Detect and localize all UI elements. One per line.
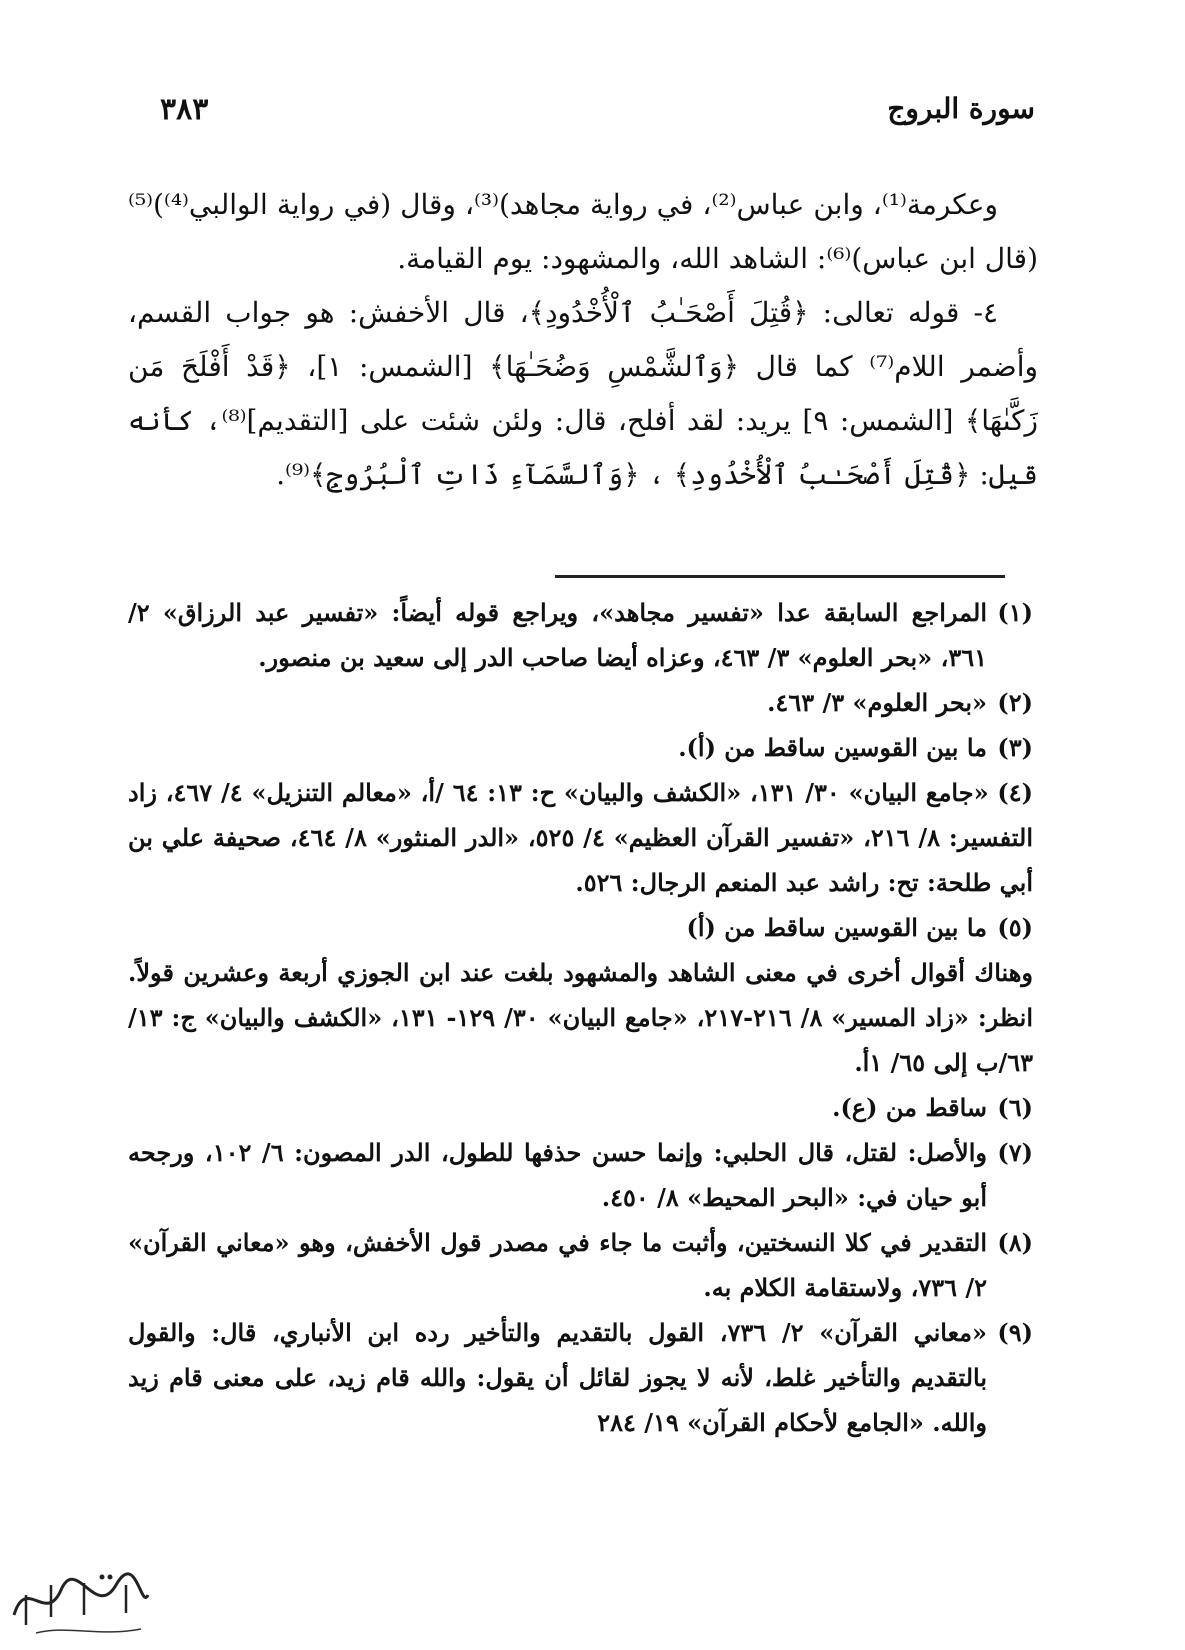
paragraph-2: ٤- قوله تعالى: ﴿قُتِلَ أَصْحَـٰبُ ٱلْأُخْدُودِ﴾، قال الأخفش: هو جواب القسم، وأضمر اللام⁽⁷⁾ كما قال ﴿وَٱلشَّمْسِ وَضُحَـٰهَا﴾ [الشمس: ١]، ﴿قَدْ أَفْلَحَ مَن زَكَّىٰهَا﴾ [الشمس: ٩] يريد: لقد أفلح، قال: ولئن شئت على [التقديم]⁽⁸⁾، كأنه قيل: ﴿قُتِلَ أَصْحَـٰبُ ٱلْأُخْدُودِ﴾ ، ﴿وَٱلسَّمَآءِ ذَاتِ ٱلْبُرُوجِ﴾⁽⁹⁾. — [128, 296, 1038, 491]
footnote-text: المراجع السابقة عدا «تفسير مجاهد»، ويراجع قوله أيضاً: «تفسير عبد الرزاق» ٢/ ٣٦١، «بحر العلوم» ٣/ ٤٦٣، وعزاه أيضا صاحب الدر إلى سعيد بن منصور. — [128, 598, 987, 672]
footnote-number: (٨) — [997, 1228, 1033, 1257]
footnote-7 — [128, 1130, 1033, 1220]
footnote-5 — [128, 905, 1033, 950]
footnote-3 — [128, 725, 1033, 770]
footnote-text: «معاني القرآن» ٢/ ٧٣٦، القول بالتقديم والتأخير رده ابن الأنباري، قال: والقول بالتقديم والتأخير غلط، لأنه لا يجوز لقائل أن يقول: والله قام زيد، على معنى قام زيد والله. «الجامع لأحكام القرآن» ١٩/ ٢٨٤ — [128, 1318, 987, 1437]
footnote-text: ما بين القوسين ساقط من (أ). — [678, 733, 987, 762]
footnote-number: (٢) — [997, 688, 1033, 717]
footnote-8 — [128, 1220, 1033, 1310]
footnote-separator — [555, 575, 1005, 578]
running-title: سورة البروج — [887, 92, 1035, 125]
main-text — [128, 178, 1038, 502]
footnote-5-continuation: وهناك أقوال أخرى في معنى الشاهد والمشهود بلغت عند ابن الجوزي أربعة وعشرين قولاً. انظر: «زاد المسير» ٨/ ٢١٦-٢١٧، «جامع البيان» ٣٠/ ١٢٩- ١٣١، «الكشف والبيان» ج: ١٣/ ٦٣/ب إلى ٦٥/ ١أ. — [128, 958, 1034, 1077]
footnotes — [128, 590, 1033, 1445]
footnote-number: (٦) — [997, 1093, 1033, 1122]
footnote-number: (٧) — [997, 1138, 1033, 1167]
footnote-text: «بحر العلوم» ٣/ ٤٦٣. — [767, 688, 987, 717]
footnote-text: ساقط من (ع). — [832, 1093, 987, 1122]
footnote-9 — [128, 1310, 1033, 1445]
footnote-4: (٤) «جامع البيان» ٣٠/ ١٣١، «الكشف والبيان» ح: ١٣: ٦٤ /أ، «معالم التنزيل» ٤/ ٤٦٧، زاد التفسير: ٨/ ٢١٦، «تفسير القرآن العظيم» ٤/ ٥٢٥، «الدر المنثور» ٨/ ٤٦٤، صحيفة علي بن أبي طلحة: تح: راشد عبد المنعم الرجال: ٥٢٦. — [128, 778, 1034, 897]
footnote-number: (٥) — [997, 913, 1033, 942]
footnote-number: (٣) — [997, 733, 1033, 762]
footnote-number: (٩) — [997, 1318, 1033, 1347]
footnote-text: ما بين القوسين ساقط من (أ) — [686, 913, 987, 942]
watermark-logo — [6, 1555, 156, 1645]
footnote-6 — [128, 1085, 1033, 1130]
footnote-number: (١) — [997, 598, 1033, 627]
paragraph-1: وعكرمة⁽¹⁾، وابن عباس⁽²⁾، في رواية مجاهد)⁽³⁾، وقال (في رواية الوالبي⁽⁴⁾)⁽⁵⁾ (قال ابن عباس)⁽⁶⁾: الشاهد الله، والمشهود: يوم القيامة. — [128, 188, 1038, 275]
footnote-text: والأصل: لقتل، قال الحلبي: وإنما حسن حذفها للطول، الدر المصون: ٦/ ١٠٢، ورجحه أبو حيان في: «البحر المحيط» ٨/ ٤٥٠. — [128, 1138, 988, 1212]
page-number: ٣٨٣ — [160, 92, 209, 127]
footnote-2 — [128, 680, 1033, 725]
page-header — [160, 92, 1035, 142]
footnote-text: التقدير في كلا النسختين، وأثبت ما جاء في مصدر قول الأخفش، وهو «معاني القرآن» ٢/ ٧٣٦، ولاستقامة الكلام به. — [128, 1228, 987, 1302]
footnote-1 — [128, 590, 1033, 680]
